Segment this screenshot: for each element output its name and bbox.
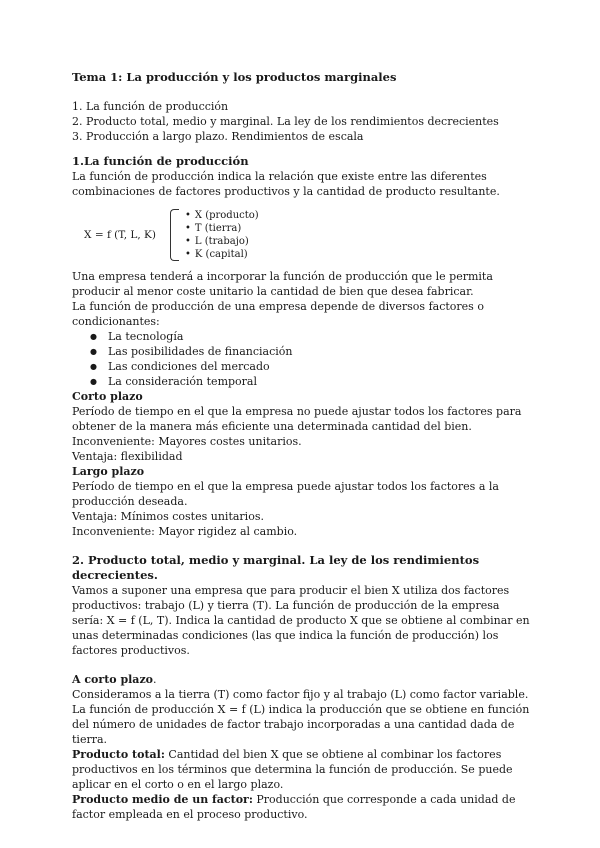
formula-variable: • T (tierra) <box>185 222 259 235</box>
a-corto-plazo-suffix: . <box>153 673 157 686</box>
a-corto-plazo-heading <box>72 672 532 687</box>
toc-item-3: 3. Producción a largo plazo. Rendimientos de escala <box>72 130 364 143</box>
corto-plazo-definition: Período de tiempo en el que la empresa no puede ajustar todos los factores para obtener de la manera más eficiente una determinada cantidad del bien. <box>72 405 522 433</box>
formula-variable-list <box>185 209 259 261</box>
producto-medio-paragraph <box>72 792 532 822</box>
largo-plazo-heading: Largo plazo <box>72 465 145 478</box>
corto-plazo-ventaja: Ventaja: flexibilidad <box>72 450 183 463</box>
factors-list <box>72 329 532 389</box>
section-1-heading: 1.La función de producción <box>72 154 249 168</box>
producto-total-text: Cantidad del bien X que se obtiene al combinar los factores productivos en los términos que determina la función de producción. Se puede aplicar en el corto o en el largo plazo. <box>72 748 513 791</box>
document-content <box>72 70 532 822</box>
largo-plazo-inconveniente: Inconveniente: Mayor rigidez al cambio. <box>72 525 298 538</box>
corto-plazo-heading: Corto plazo <box>72 390 143 403</box>
production-function-formula <box>84 208 532 262</box>
a-corto-plazo-label: A corto plazo <box>72 673 154 686</box>
formula-variable: • X (producto) <box>185 209 259 222</box>
section-2-heading: 2. Producto total, medio y marginal. La ley de los rendimientos decrecientes. <box>72 553 480 582</box>
toc-item-1: 1. La función de producción <box>72 100 229 113</box>
section-2-intro: Vamos a suponer una empresa que para producir el bien X utiliza dos factores productivos: trabajo (L) y tierra (T). La función de producción de la empresa sería: X = f (L, T). Indica la cantidad de producto X que se obtiene al combinar en unas determinadas condiciones (las que indica la función de producción) los factores productivos. <box>72 584 530 657</box>
brace-icon <box>170 209 179 261</box>
list-item: ● La consideración temporal <box>94 374 532 389</box>
largo-plazo-ventaja: Ventaja: Mínimos costes unitarios. <box>72 510 264 523</box>
section-1-intro: La función de producción indica la relación que existe entre las diferentes combinaciones de factores productivos y la cantidad de producto resultante. <box>72 170 500 198</box>
largo-plazo-definition: Período de tiempo en el que la empresa puede ajustar todos los factores a la producción deseada. <box>72 480 499 508</box>
producto-medio-text: Producción que corresponde a cada unidad de factor empleada en el proceso productivo. <box>72 793 516 821</box>
formula-variable: • L (trabajo) <box>185 235 259 248</box>
list-item: ● La tecnología <box>94 329 532 344</box>
formula-expression: X = f (T, L, K) <box>84 228 156 241</box>
list-item: ● Las condiciones del mercado <box>94 359 532 374</box>
section-1-paragraph-1: Una empresa tenderá a incorporar la función de producción que le permita producir al menor coste unitario la cantidad de bien que desea fabricar. <box>72 270 493 298</box>
producto-total-label: Producto total: <box>72 748 165 761</box>
corto-plazo-inconveniente: Inconveniente: Mayores costes unitarios. <box>72 435 302 448</box>
table-of-contents <box>72 99 532 144</box>
formula-variable: • K (capital) <box>185 248 259 261</box>
a-corto-plazo-text: Consideramos a la tierra (T) como factor fijo y al trabajo (L) como factor variable. La función de producción X = f (L) indica la producción que se obtiene en función del número de unidades de factor trabajo incorporadas a una cantidad dada de tierra. <box>72 688 530 746</box>
toc-item-2: 2. Producto total, medio y marginal. La ley de los rendimientos decrecientes <box>72 115 499 128</box>
producto-medio-label: Producto medio de un factor: <box>72 793 253 806</box>
section-1-paragraph-2: La función de producción de una empresa depende de diversos factores o condicionantes: <box>72 300 484 328</box>
producto-total-paragraph <box>72 747 532 792</box>
list-item: ● Las posibilidades de financiación <box>94 344 532 359</box>
page-title: Tema 1: La producción y los productos marginales <box>72 70 397 84</box>
